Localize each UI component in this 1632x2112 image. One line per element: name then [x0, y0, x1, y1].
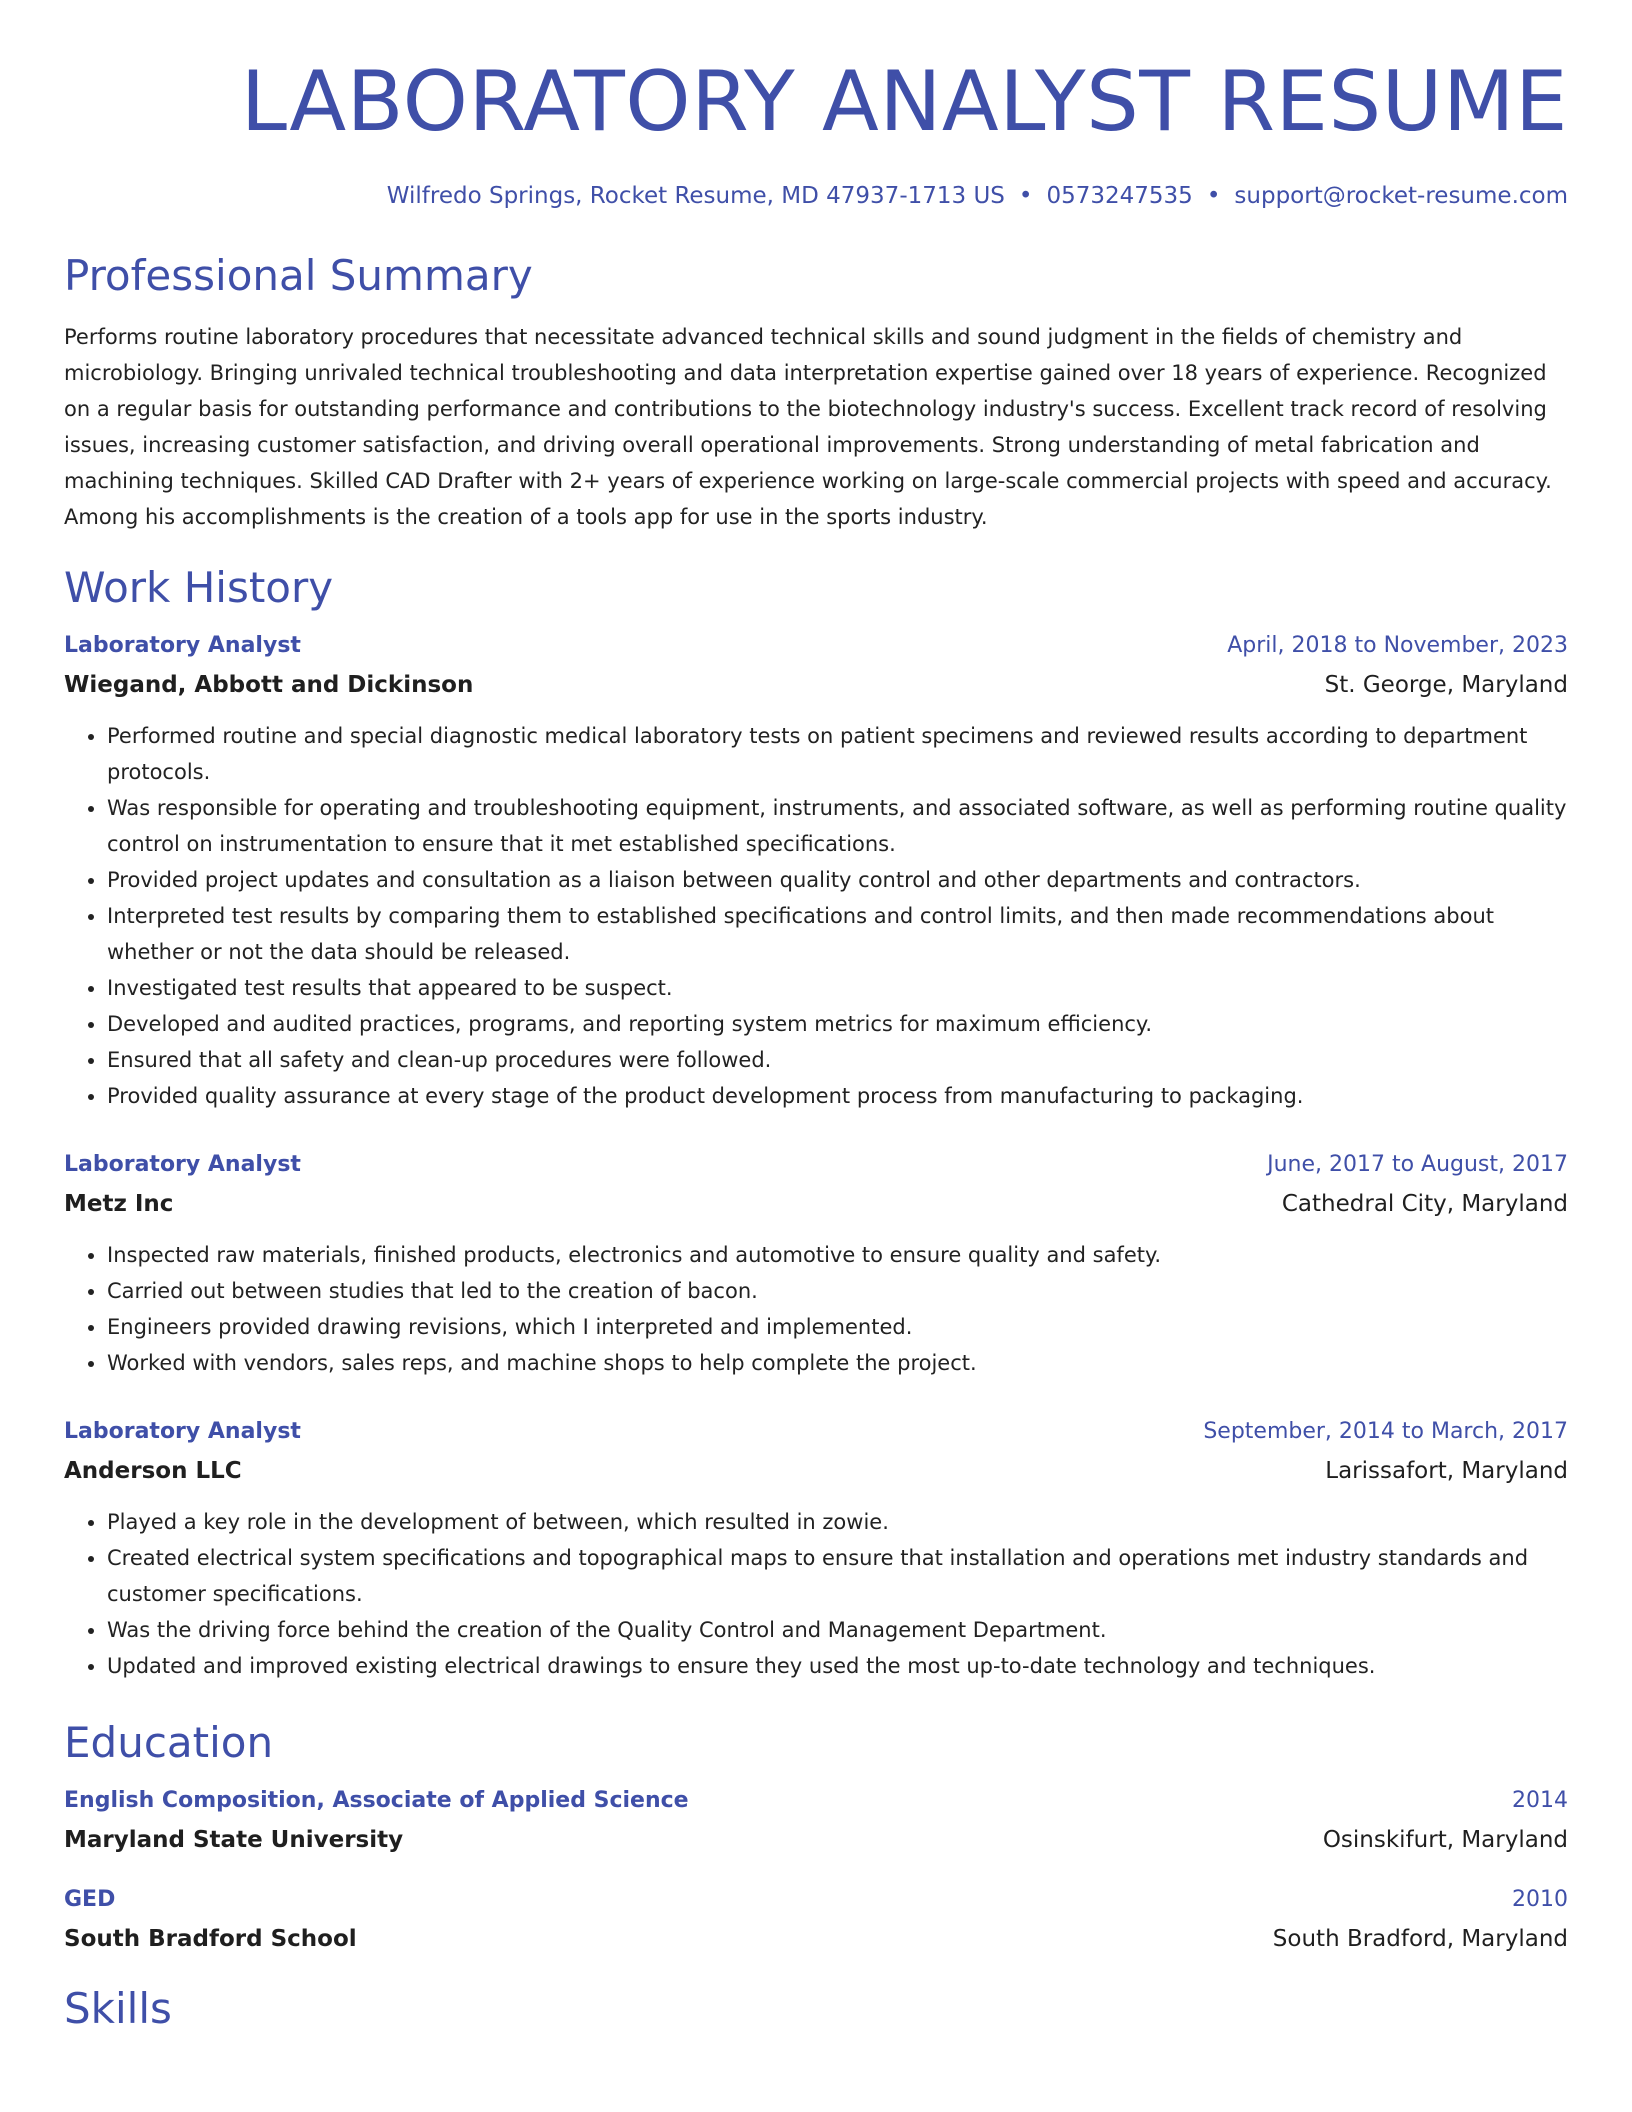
- education-entry: [64, 1786, 1568, 1855]
- section-heading-work-history: Work History: [64, 563, 334, 612]
- job-title-row: [64, 1417, 1568, 1447]
- contact-separator: •: [1206, 183, 1221, 209]
- job-company-row: [64, 1189, 1568, 1219]
- education-degree: GED: [64, 1887, 116, 1912]
- job-dates: April, 2018 to November, 2023: [1227, 633, 1568, 658]
- section-heading-summary: Professional Summary: [64, 251, 533, 300]
- job-location: Cathedral City, Maryland: [1281, 1191, 1568, 1217]
- skills-section: [64, 1984, 1568, 2034]
- education-section: [64, 1718, 1568, 1954]
- list-item: • Inspected raw materials, finished products, electronics and automotive to ensure quality and safety.: [107, 1237, 1568, 1273]
- job-company: Wiegand, Abbott and Dickinson: [64, 672, 474, 698]
- job-company-row: [64, 670, 1568, 700]
- list-item: • Played a key role in the development of between, which resulted in zowie.: [107, 1504, 1568, 1540]
- list-item: • Interpreted test results by comparing them to established specifications and control limits, and then made recommendations about whether or not the data should be released.: [107, 898, 1568, 970]
- list-item: • Created electrical system specifications and topographical maps to ensure that installation and operations met industry standards and customer specifications.: [107, 1540, 1568, 1612]
- contact-line: [64, 181, 1568, 211]
- list-item: • Was responsible for operating and troubleshooting equipment, instruments, and associated software, as well as performing routine quality control on instrumentation to ensure that it met established specifications.: [107, 790, 1568, 862]
- education-school: Maryland State University: [64, 1827, 404, 1853]
- job-role: Laboratory Analyst: [64, 1152, 301, 1177]
- list-item: • Provided quality assurance at every stage of the product development process from manufacturing to packaging.: [107, 1078, 1568, 1114]
- resume-header: [64, 54, 1568, 211]
- contact-separator: •: [1018, 183, 1033, 209]
- education-school-row: [64, 1924, 1568, 1954]
- education-school-row: [64, 1825, 1568, 1855]
- job-entry: [64, 1417, 1568, 1684]
- education-year: 2014: [1512, 1788, 1568, 1813]
- job-role: Laboratory Analyst: [64, 633, 301, 658]
- section-heading-education: Education: [64, 1718, 274, 1767]
- list-item: • Developed and audited practices, programs, and reporting system metrics for maximum efficiency.: [107, 1006, 1568, 1042]
- job-dates: June, 2017 to August, 2017: [1267, 1152, 1568, 1177]
- list-item: • Investigated test results that appeared to be suspect.: [107, 970, 1568, 1006]
- job-title-row: [64, 1150, 1568, 1180]
- education-location: South Bradford, Maryland: [1272, 1926, 1568, 1952]
- job-role: Laboratory Analyst: [64, 1419, 301, 1444]
- job-location: Larissafort, Maryland: [1325, 1458, 1568, 1484]
- education-degree-row: [64, 1885, 1568, 1915]
- job-duties-list: [64, 1504, 1568, 1684]
- job-location: St. George, Maryland: [1324, 672, 1568, 698]
- education-entry: [64, 1885, 1568, 1954]
- list-item: • Performed routine and special diagnostic medical laboratory tests on patient specimens and reviewed results according to department protocols.: [107, 718, 1568, 790]
- education-location: Osinskifurt, Maryland: [1322, 1827, 1568, 1853]
- job-title-row: [64, 631, 1568, 661]
- list-item: • Updated and improved existing electrical drawings to ensure they used the most up-to-date technology and techniques.: [107, 1648, 1568, 1684]
- contact-email: support@rocket-resume.com: [1234, 183, 1568, 209]
- education-degree: English Composition, Associate of Applied Science: [64, 1788, 689, 1813]
- contact-phone: 0573247535: [1046, 183, 1193, 209]
- list-item: • Was the driving force behind the creation of the Quality Control and Management Department.: [107, 1612, 1568, 1648]
- section-heading-skills: Skills: [64, 1984, 172, 2033]
- list-item: • Carried out between studies that led to the creation of bacon.: [107, 1273, 1568, 1309]
- job-entry: [64, 631, 1568, 1114]
- contact-address: Wilfredo Springs, Rocket Resume, MD 47937-1713 US: [386, 183, 1005, 209]
- education-year: 2010: [1512, 1887, 1568, 1912]
- work-history-section: [64, 563, 1568, 1684]
- summary-text: Performs routine laboratory procedures that necessitate advanced technical skills and sound judgment in the fields of chemistry and microbiology. Bringing unrivaled technical troubleshooting and data interpretation expertise gained over 18 years of experience. Recognized on a regular basis for outstanding performance and contributions to the biotechnology industry's success. Excellent track record of resolving issues, increasing customer satisfaction, and driving overall operational improvements. Strong understanding of metal fabrication and machining techniques. Skilled CAD Drafter with 2+ years of experience working on large-scale commercial projects with speed and accuracy. Among his accomplishments is the creation of a tools app for use in the sports industry.: [64, 325, 1552, 529]
- professional-summary-section: [64, 251, 1568, 535]
- resume-title: LABORATORY ANALYST RESUME: [240, 53, 1568, 150]
- job-company-row: [64, 1456, 1568, 1486]
- job-company: Anderson LLC: [64, 1458, 242, 1484]
- job-duties-list: [64, 718, 1568, 1114]
- job-dates: September, 2014 to March, 2017: [1203, 1419, 1568, 1444]
- list-item: • Provided project updates and consultation as a liaison between quality control and other departments and contractors.: [107, 862, 1568, 898]
- education-degree-row: [64, 1786, 1568, 1816]
- job-company: Metz Inc: [64, 1191, 174, 1217]
- education-school: South Bradford School: [64, 1926, 357, 1952]
- list-item: • Ensured that all safety and clean-up procedures were followed.: [107, 1042, 1568, 1078]
- job-entry: [64, 1150, 1568, 1381]
- list-item: • Engineers provided drawing revisions, which I interpreted and implemented.: [107, 1309, 1568, 1345]
- job-duties-list: [64, 1237, 1568, 1381]
- list-item: • Worked with vendors, sales reps, and machine shops to help complete the project.: [107, 1345, 1568, 1381]
